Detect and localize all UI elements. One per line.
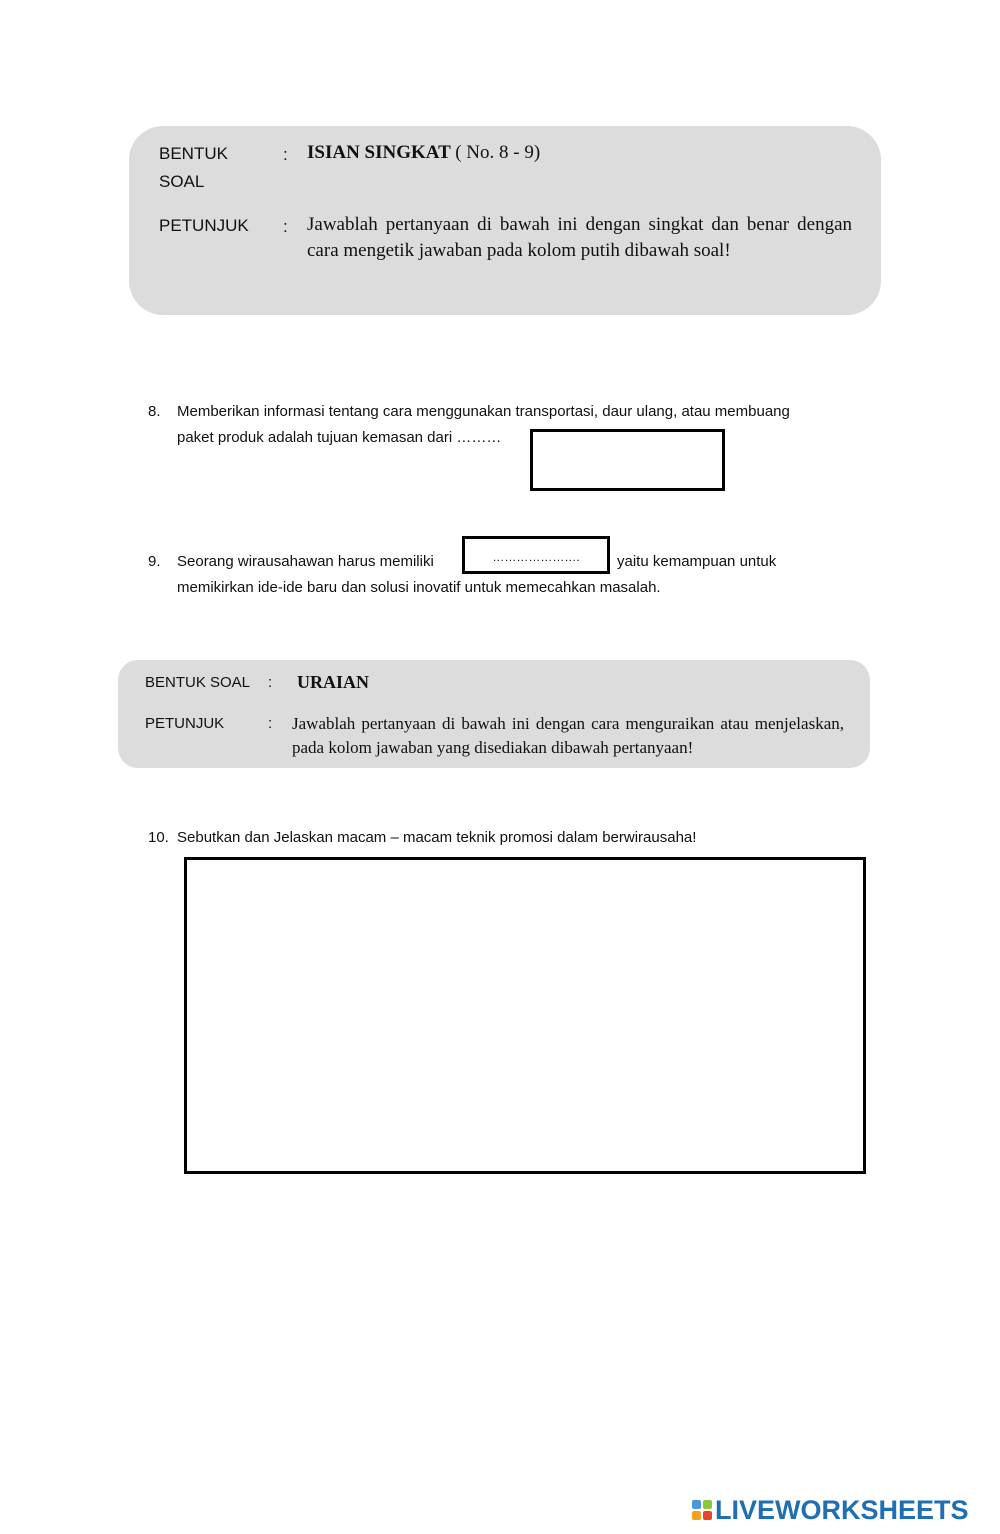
section-title: ISIAN SINGKAT ( No. 8 - 9) [307,142,541,163]
colon: : [283,217,288,236]
question-9-text-line2: memikirkan ide-ide baru dan solusi inovatif untuk memecahkan masalah. [177,579,661,596]
logo-grid-icon [692,1500,712,1520]
question-9-text-before: Seorang wirausahawan harus memiliki [177,553,434,570]
colon: : [283,145,288,164]
answer-placeholder-dots: …………………. [492,550,580,564]
colon: : [268,674,273,691]
answer-input-q8[interactable] [530,429,725,491]
question-10-text: Sebutkan dan Jelaskan macam – macam teknik promosi dalam berwirausaha! [177,829,697,846]
bentuk-soal-label: BENTUK SOAL [145,674,251,691]
question-8-text: Memberikan informasi tentang cara menggunakan transportasi, daur ulang, atau membuang paket produk adalah tujuan kemasan dari ……… [177,403,790,446]
question-9-text-after: yaitu kemampuan untuk [617,553,777,570]
petunjuk-text: Jawablah pertanyaan di bawah ini dengan cara menguraikan atau menjelaskan, pada kolom jawaban yang disediakan dibawah pertanyaan! [292,714,844,757]
liveworksheets-logo[interactable] [692,1496,969,1524]
question-number: 8. [148,403,161,420]
petunjuk-label: PETUNJUK [159,216,249,235]
answer-input-q9[interactable] [462,536,610,574]
section-title: URAIAN [297,672,369,692]
petunjuk-text: Jawablah pertanyaan di bawah ini dengan singkat dan benar dengan cara mengetik jawaban pada kolom putih dibawah soal! [307,214,852,261]
colon: : [268,715,273,732]
answer-input-q10[interactable] [184,857,866,1174]
question-number: 9. [148,553,161,570]
question-number: 10. [148,829,169,846]
logo-text: LIVEWORKSHEETS [715,1494,969,1525]
petunjuk-label: PETUNJUK [145,715,225,732]
bentuk-soal-label: BENTUK SOAL [159,144,228,191]
